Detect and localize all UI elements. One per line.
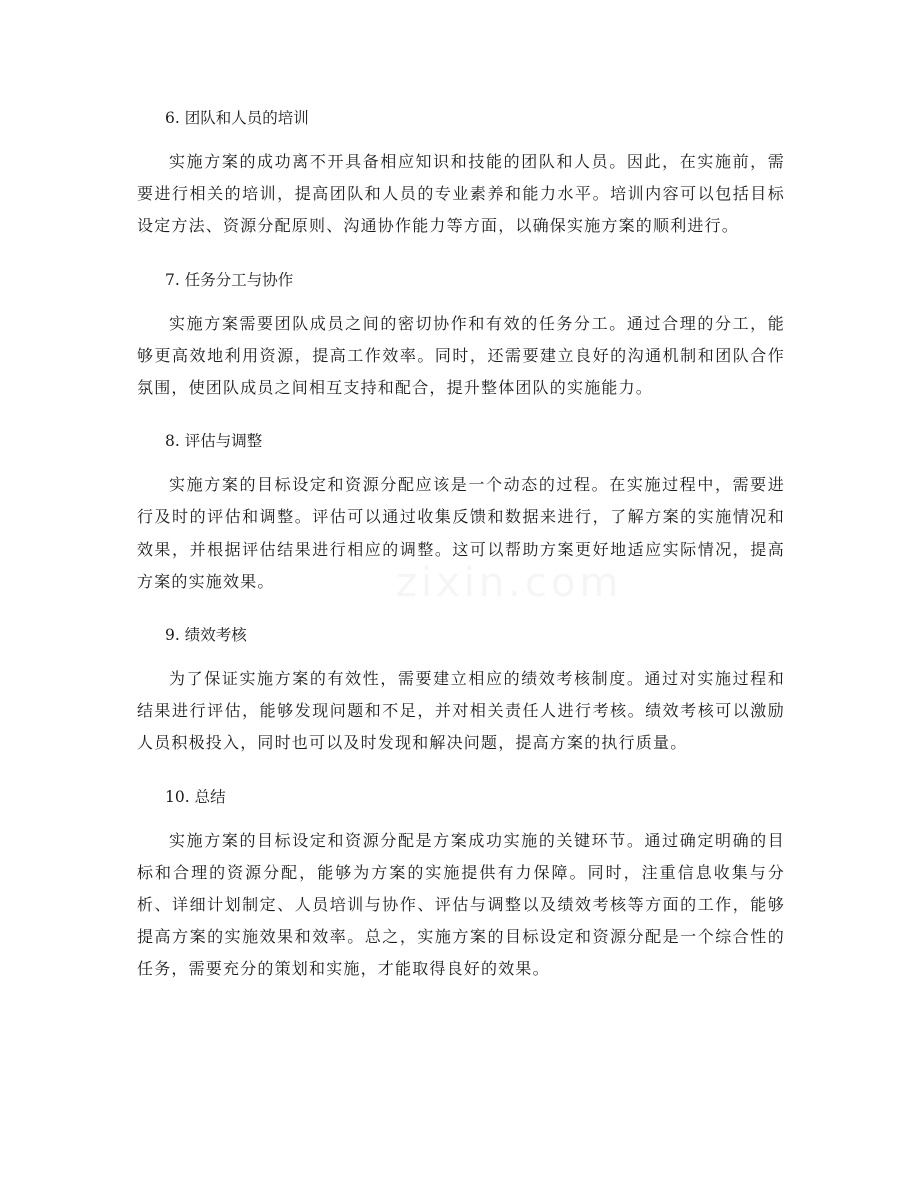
section-9 [137, 621, 785, 760]
section-heading: 6. 团队和人员的培训 [165, 109, 309, 127]
section-10 [137, 783, 785, 986]
section-paragraph: 实施方案的目标设定和资源分配是方案成功实施的关键环节。通过确定明确的目标和合理的资源分配，能够为方案的实施提供有力保障。同时，注重信息收集与分析、详细计划制定、人员培训与协作、评估与调整以及绩效考核等方面的工作，能够提高方案的实施效果和效率。总之，实施方案的目标设定和资源分配是一个综合性的任务，需要充分的策划和实施，才能取得良好的效果。 [137, 830, 785, 979]
section-paragraph: 为了保证实施方案的有效性，需要建立相应的绩效考核制度。通过对实施过程和结果进行评估，能够发现问题和不足，并对相关责任人进行考核。绩效考核可以激励人员积极投入，同时也可以及时发现和解决问题，提高方案的执行质量。 [137, 669, 785, 753]
section-heading: 7. 任务分工与协作 [165, 270, 294, 289]
section-paragraph: 实施方案的目标设定和资源分配应该是一个动态的过程。在实施过程中，需要进行及时的评估和调整。评估可以通过收集反馈和数据来进行，了解方案的实施情况和效果，并根据评估结果进行相应的调整。这可以帮助方案更好地适应实际情况，提高方案的实施效果。 [137, 475, 785, 591]
document-content [137, 104, 785, 1009]
section-paragraph: 实施方案的成功离不开具备相应知识和技能的团队和人员。因此，在实施前，需要进行相关的培训，提高团队和人员的专业素养和能力水平。培训内容可以包括目标设定方法、资源分配原则、沟通协作能力等方面，以确保实施方案的顺利进行。 [137, 152, 785, 236]
section-6 [137, 104, 785, 243]
section-paragraph: 实施方案需要团队成员之间的密切协作和有效的任务分工。通过合理的分工，能够更高效地利用资源，提高工作效率。同时，还需要建立良好的沟通机制和团队合作氛围，使团队成员之间相互支持和配合，提升整体团队的实施能力。 [137, 313, 785, 398]
section-heading: 9. 绩效考核 [165, 626, 247, 645]
section-heading: 8. 评估与调整 [165, 432, 263, 451]
section-heading: 10. 总结 [165, 787, 226, 806]
section-8 [137, 427, 785, 598]
section-7 [137, 266, 785, 405]
